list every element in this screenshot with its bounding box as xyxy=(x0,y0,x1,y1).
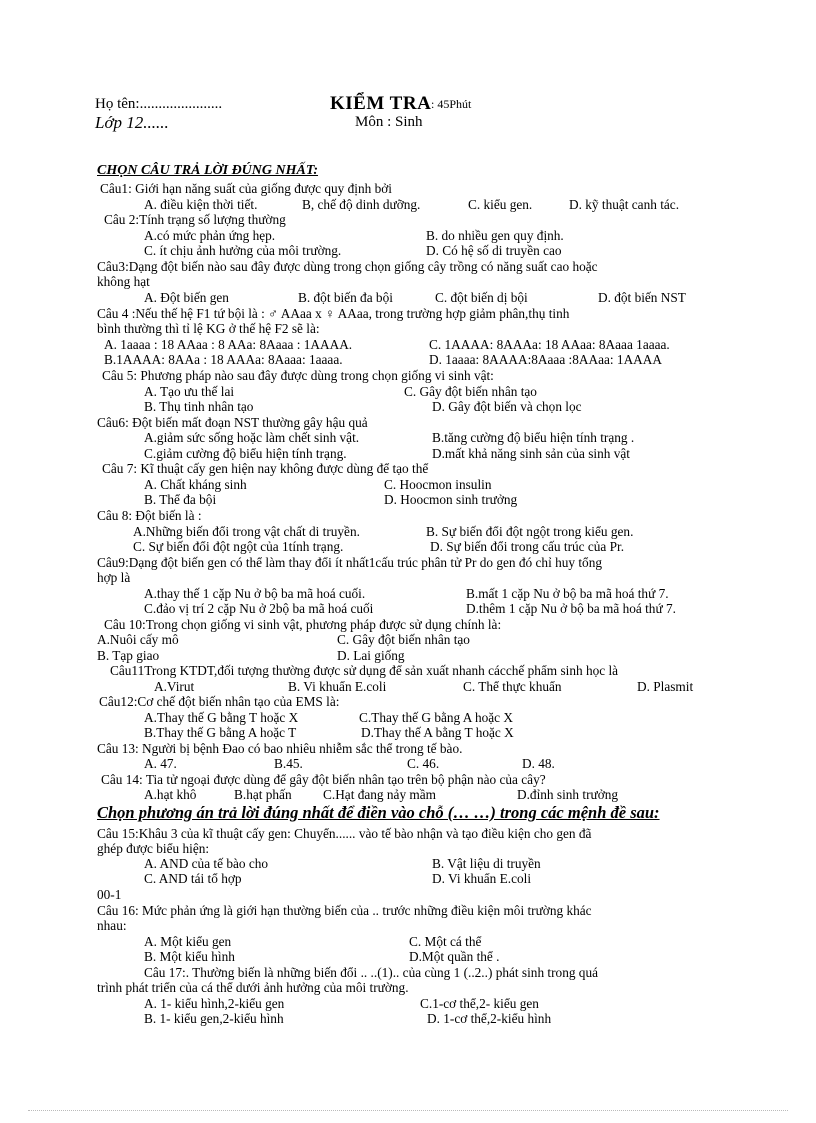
section-title-fill-blank: Chọn phương án trả lời đúng nhất để điền vào chỗ (… …) trong các mệnh đề sau: xyxy=(97,803,660,822)
answer-option: C.Thay thế G bằng A hoặc X xyxy=(359,710,513,725)
answer-option: B. Thể đa bội xyxy=(144,492,217,507)
answer-option: D.đỉnh sinh trưởng xyxy=(517,787,619,802)
answer-option: A. Một kiểu gen xyxy=(144,934,232,949)
answer-option: A.thay thế 1 cặp Nu ở bộ ba mã hoá cuối. xyxy=(144,586,366,601)
answer-option: B.Thay thế G bằng A hoặc T xyxy=(144,725,297,740)
answer-option: C.đảo vị trí 2 cặp Nu ở 2bộ ba mã hoá cuối xyxy=(144,601,374,616)
section-title-multiple-choice: CHỌN CÂU TRẢ LỜI ĐÚNG NHẤT: xyxy=(97,163,319,178)
answer-option: B.45. xyxy=(274,756,303,771)
question-4: Câu 4 :Nếu thế hệ F1 tứ bội là : ♂ AAaa x ♀ AAaa, trong trường hợp giảm phân,thụ tinh xyxy=(97,306,570,321)
answer-option: A.Nuôi cấy mô xyxy=(97,632,179,647)
question-6: Câu6: Đột biến mất đoạn NST thường gây hậu quả xyxy=(97,415,368,430)
answer-option: B. Sự biến đổi đột ngột trong kiểu gen. xyxy=(426,524,634,539)
answer-option: D. Sự biến đổi trong cấu trúc của Pr. xyxy=(430,539,625,554)
answer-option: A. điều kiện thời tiết. xyxy=(144,197,258,212)
answer-option: D. 1aaaa: 8AAAA:8Aaaa :8AAaa: 1AAAA xyxy=(429,352,662,367)
answer-option: C. 1AAAA: 8AAAa: 18 AAaa: 8Aaaa 1aaaa. xyxy=(429,337,670,352)
answer-option: B.hạt phấn xyxy=(234,787,292,802)
answer-option: B. Thụ tinh nhân tạo xyxy=(144,399,254,414)
question-text: bình thường thì tỉ lệ KG ở thế hệ F2 sẽ là: xyxy=(97,321,320,336)
question-text: nhau: xyxy=(97,918,127,933)
answer-option: D. Gây đột biến và chọn lọc xyxy=(432,399,582,414)
answer-option: C. Thể thực khuẩn xyxy=(463,679,562,694)
page-bottom-divider xyxy=(28,1110,788,1111)
answer-option: B.mất 1 cặp Nu ở bộ ba mã hoá thứ 7. xyxy=(466,586,669,601)
answer-option: D. đột biến NST xyxy=(598,290,686,305)
answer-option: B. đột biến đa bội xyxy=(298,290,393,305)
answer-option: D. Vi khuẩn E.coli xyxy=(432,871,532,886)
answer-option: C.Hạt đang nảy mầm xyxy=(323,787,436,802)
stray-text: 00-1 xyxy=(97,887,122,902)
question-17: Câu 17:. Thường biến là những biến đổi .. ..(1).. của cùng 1 (..2..) phát sinh trong quá xyxy=(144,965,599,980)
answer-option: A.Những biến đổi trong vật chất di truyền. xyxy=(133,524,360,539)
name-label: Họ tên:...................... xyxy=(95,96,223,112)
question-13: Câu 13: Người bị bệnh Đao có bao nhiêu nhiễm sắc thể trong tế bào. xyxy=(97,741,463,756)
answer-option: A. Chất kháng sinh xyxy=(144,477,247,492)
question-8: Câu 8: Đột biến là : xyxy=(97,508,202,523)
answer-option: D. 1-cơ thể,2-kiểu hình xyxy=(427,1011,552,1026)
answer-option: C. kiểu gen. xyxy=(468,197,533,212)
answer-option: C.1-cơ thể,2- kiểu gen xyxy=(420,996,539,1011)
answer-option: D.thêm 1 cặp Nu ở bộ ba mã hoá thứ 7. xyxy=(466,601,676,616)
answer-option: C. Hoocmon insulin xyxy=(384,477,492,492)
question-2: Câu 2:Tính trạng số lượng thường xyxy=(104,212,286,227)
question-text: ghép được biểu hiện: xyxy=(97,841,210,856)
answer-option: C. Gây đột biến nhân tạo xyxy=(404,384,537,399)
question-text: không hạt xyxy=(97,274,150,289)
answer-option: A. Tạo ưu thế lai xyxy=(144,384,235,399)
answer-option: B. Vật liệu di truyền xyxy=(432,856,541,871)
answer-option: B.tăng cường độ biểu hiện tính trạng . xyxy=(432,430,635,445)
answer-option: D.Thay thế A bằng T hoặc X xyxy=(361,725,514,740)
question-3: Câu3:Dạng đột biến nào sau đây được dùng trong chọn giống cây trồng có năng suất cao hoặc xyxy=(97,259,598,274)
question-10: Câu 10:Trong chọn giống vi sinh vật, phương pháp được sử dụng chính là: xyxy=(104,617,502,632)
answer-option: D. kỹ thuật canh tác. xyxy=(569,197,680,212)
answer-option: B. 1- kiểu gen,2-kiểu hình xyxy=(144,1011,284,1026)
answer-option: B, chế độ dinh dưỡng. xyxy=(302,197,421,212)
answer-option: A. 1- kiểu hình,2-kiểu gen xyxy=(144,996,285,1011)
question-9: Câu9:Dạng đột biến gen có thể làm thay đổi ít nhất1cấu trúc phân tử Pr do gen đó chỉ huy tổng xyxy=(97,555,602,570)
answer-option: C. ít chịu ảnh hưởng của môi trường. xyxy=(144,243,342,258)
answer-option: A.có mức phản ứng hẹp. xyxy=(144,228,276,243)
question-11: Câu11Trong KTDT,đối tượng thường được sử dụng để sản xuất nhanh cácchế phẩm sinh học là xyxy=(110,663,619,678)
question-1: Câu1: Giới hạn năng suất của giống được quy định bởi xyxy=(100,181,392,196)
answer-option: D.Một quần thể . xyxy=(409,949,500,964)
answer-option: C. Sự biến đổi đột ngột của 1tính trạng. xyxy=(133,539,344,554)
answer-option: C. AND tái tổ hợp xyxy=(144,871,242,886)
answer-option: A.Thay thế G bằng T hoặc X xyxy=(144,710,299,725)
answer-option: D. 48. xyxy=(522,756,555,771)
answer-option: C.giảm cường độ biểu hiện tính trạng. xyxy=(144,446,347,461)
question-7: Câu 7: Kĩ thuật cấy gen hiện nay không được dùng để tạo thể xyxy=(102,461,429,476)
answer-option: D.mất khả năng sinh sản của sinh vật xyxy=(432,446,630,461)
answer-option: B.1AAAA: 8AAa : 18 AAAa: 8Aaaa: 1aaaa. xyxy=(104,352,343,367)
answer-option: B. do nhiều gen quy định. xyxy=(426,228,564,243)
answer-option: C. 46. xyxy=(407,756,440,771)
answer-option: A. AND của tế bào cho xyxy=(144,856,269,871)
subject-label: Môn : Sinh xyxy=(355,114,423,130)
question-text: hợp là xyxy=(97,570,131,585)
answer-option: A. 1aaaa : 18 AAaa : 8 AAa: 8Aaaa : 1AAAA. xyxy=(104,337,353,352)
answer-option: C. Một cá thể xyxy=(409,934,482,949)
class-label: Lớp 12...... xyxy=(95,113,169,132)
answer-option: A. Đột biến gen xyxy=(144,290,229,305)
answer-option: D. Plasmit xyxy=(637,679,694,694)
answer-option: B. Tạp giao xyxy=(97,648,160,663)
page-title: KIỂM TRA xyxy=(330,93,432,114)
answer-option: A.Virut xyxy=(154,679,195,694)
answer-option: D. Lai giống xyxy=(337,648,405,663)
answer-option: D. Có hệ số di truyền cao xyxy=(426,243,562,258)
question-16: Câu 16: Mức phản ứng là giới hạn thường biến của .. trước những điều kiện môi trường khác xyxy=(97,903,592,918)
answer-option: A. 47. xyxy=(144,756,177,771)
answer-option: B. Vi khuẩn E.coli xyxy=(288,679,387,694)
answer-option: A.hạt khô xyxy=(144,787,197,802)
answer-option: D. Hoocmon sinh trưởng xyxy=(384,492,518,507)
answer-option: C. đột biến dị bội xyxy=(435,290,528,305)
question-15: Câu 15:Khâu 3 của kĩ thuật cấy gen: Chuyển...... vào tế bào nhận và tạo điều kiện cho gen đã xyxy=(97,826,592,841)
answer-option: B. Một kiểu hình xyxy=(144,949,235,964)
question-text: trình phát triển của cá thể dưới ảnh hưởng của môi trường. xyxy=(97,980,409,995)
answer-option: A.giảm sức sống hoặc làm chết sinh vật. xyxy=(144,430,360,445)
duration-label: : 45Phút xyxy=(431,97,472,111)
question-12: Câu12:Cơ chế đột biến nhân tạo của EMS là: xyxy=(99,694,340,709)
answer-option: C. Gây đột biến nhân tạo xyxy=(337,632,470,647)
question-5: Câu 5: Phương pháp nào sau đây được dùng trong chọn giống vi sinh vật: xyxy=(102,368,494,383)
question-14: Câu 14: Tia tử ngoại được dùng để gây đột biến nhân tạo trên bộ phận nào của cây? xyxy=(101,772,546,787)
